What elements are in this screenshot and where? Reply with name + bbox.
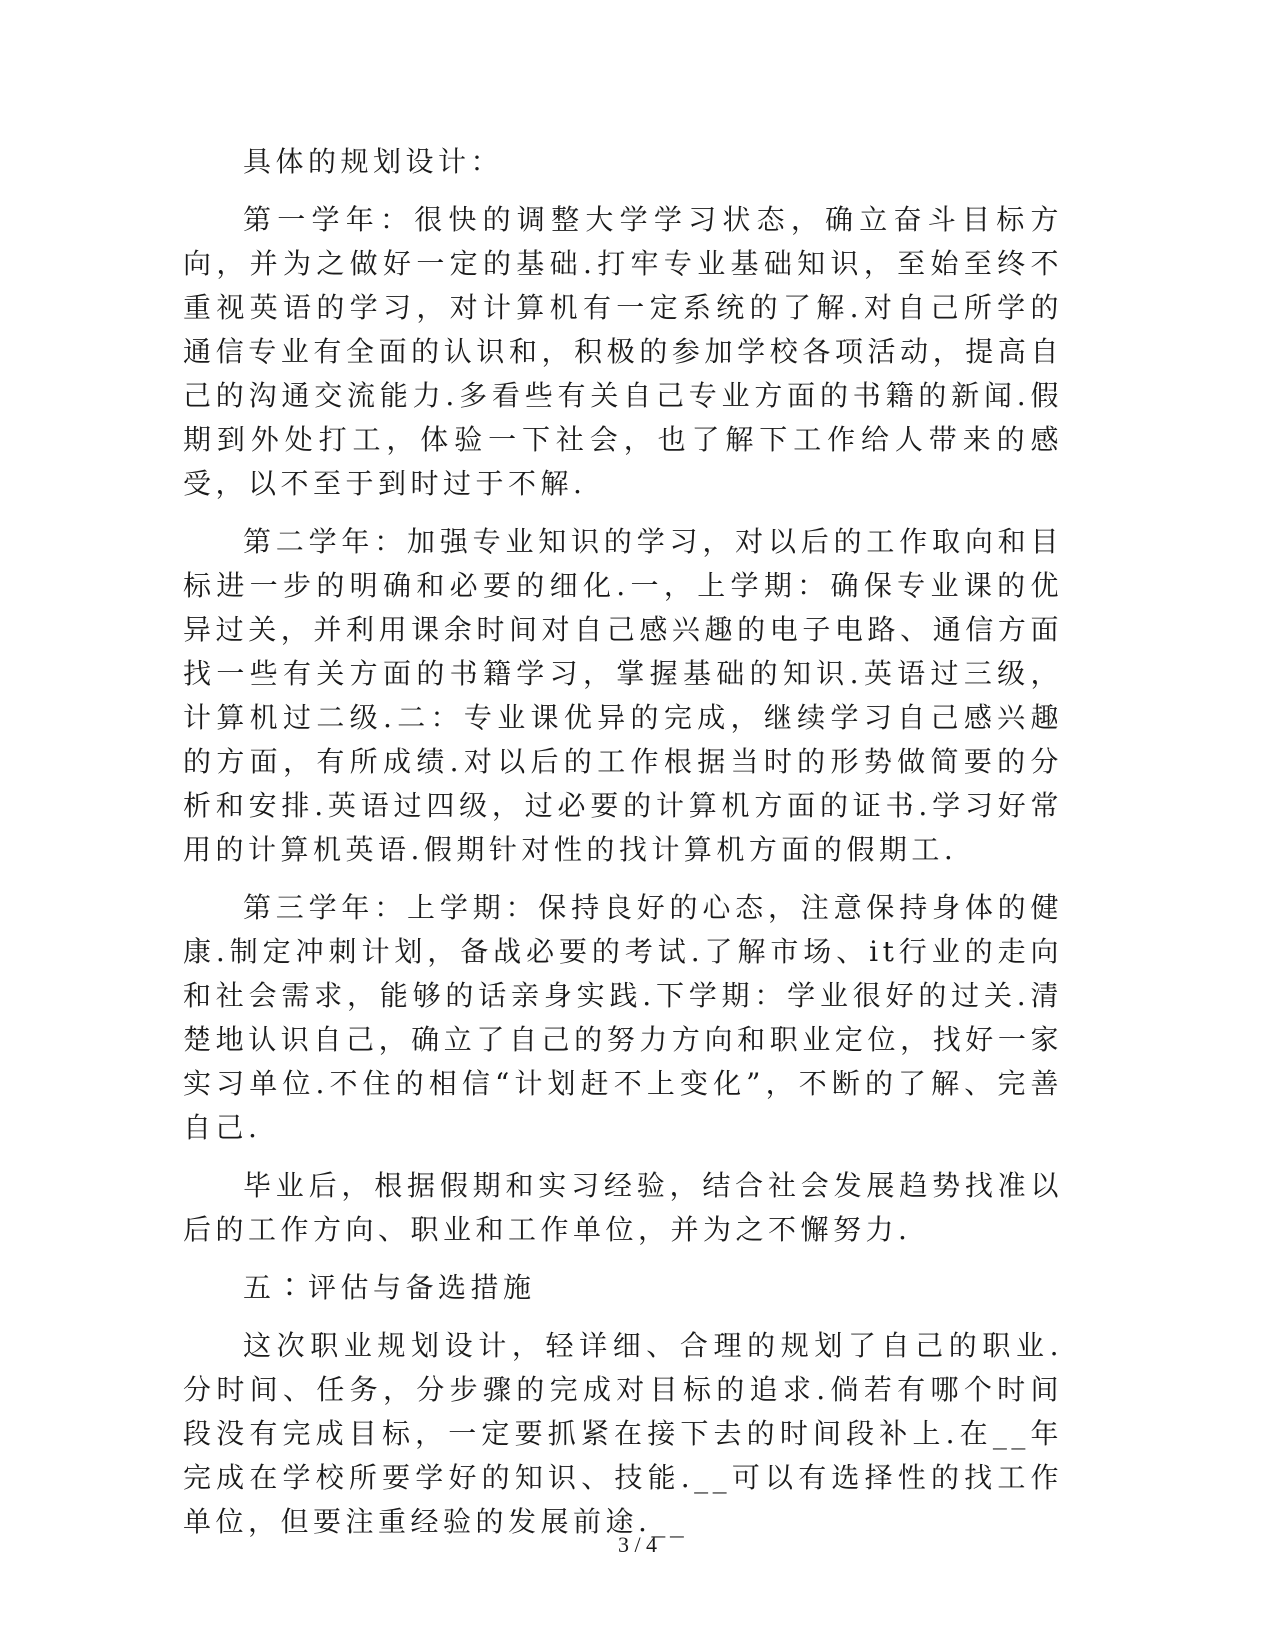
section-heading-evaluation: 五∶评估与备选措施 — [243, 1271, 536, 1304]
document-body — [183, 140, 1063, 1558]
paragraph-first-year: 第一学年：很快的调整大学学习状态，确立奋斗目标方向，并为之做好一定的基础.打牢专业基础知识，至始至终不重视英语的学习，对计算机有一定系统的了解.对自己所学的通信专业有全面的认识和，积极的参加学校各项活动，提高自己的沟通交流能力.多看些有关自己专业方面的书籍的新闻.假期到外处打工，体验一下社会，也了解下工作给人带来的感受，以不至于到时过于不解. — [183, 203, 1063, 500]
paragraph-evaluation: 这次职业规划设计，轻详细、合理的规划了自己的职业.分时间、任务，分步骤的完成对目标的追求.倘若有哪个时间段没有完成目标，一定要抓紧在接下去的时间段补上.在__年完成在学校所要学好的知识、技能.__可以有选择性的找工作单位，但要注重经验的发展前途.__ — [183, 1329, 1063, 1538]
paragraph-after-graduation: 毕业后，根据假期和实习经验，结合社会发展趋势找准以后的工作方向、职业和工作单位，并为之不懈努力. — [183, 1169, 1063, 1246]
paragraph-second-year: 第二学年：加强专业知识的学习，对以后的工作取向和目标进一步的明确和必要的细化.一，上学期：确保专业课的优异过关，并利用课余时间对自己感兴趣的电子电路、通信方面找一些有关方面的书籍学习，掌握基础的知识.英语过三级，计算机过二级.二：专业课优异的完成，继续学习自己感兴趣的方面，有所成绩.对以后的工作根据当时的形势做简要的分析和安排.英语过四级，过必要的计算机方面的证书.学习好常用的计算机英语.假期针对性的找计算机方面的假期工. — [183, 525, 1063, 866]
paragraph-third-year: 第三学年：上学期：保持良好的心态，注意保持身体的健康.制定冲刺计划，备战必要的考试.了解市场、it行业的走向和社会需求，能够的话亲身实践.下学期：学业很好的过关.清楚地认识自己，确立了自己的努力方向和职业定位，找好一家实习单位.不住的相信“计划赶不上变化”，不断的了解、完善自己. — [183, 891, 1063, 1144]
paragraph-plan-heading: 具体的规划设计： — [243, 145, 504, 178]
page-number: 3 / 4 — [617, 1532, 658, 1557]
